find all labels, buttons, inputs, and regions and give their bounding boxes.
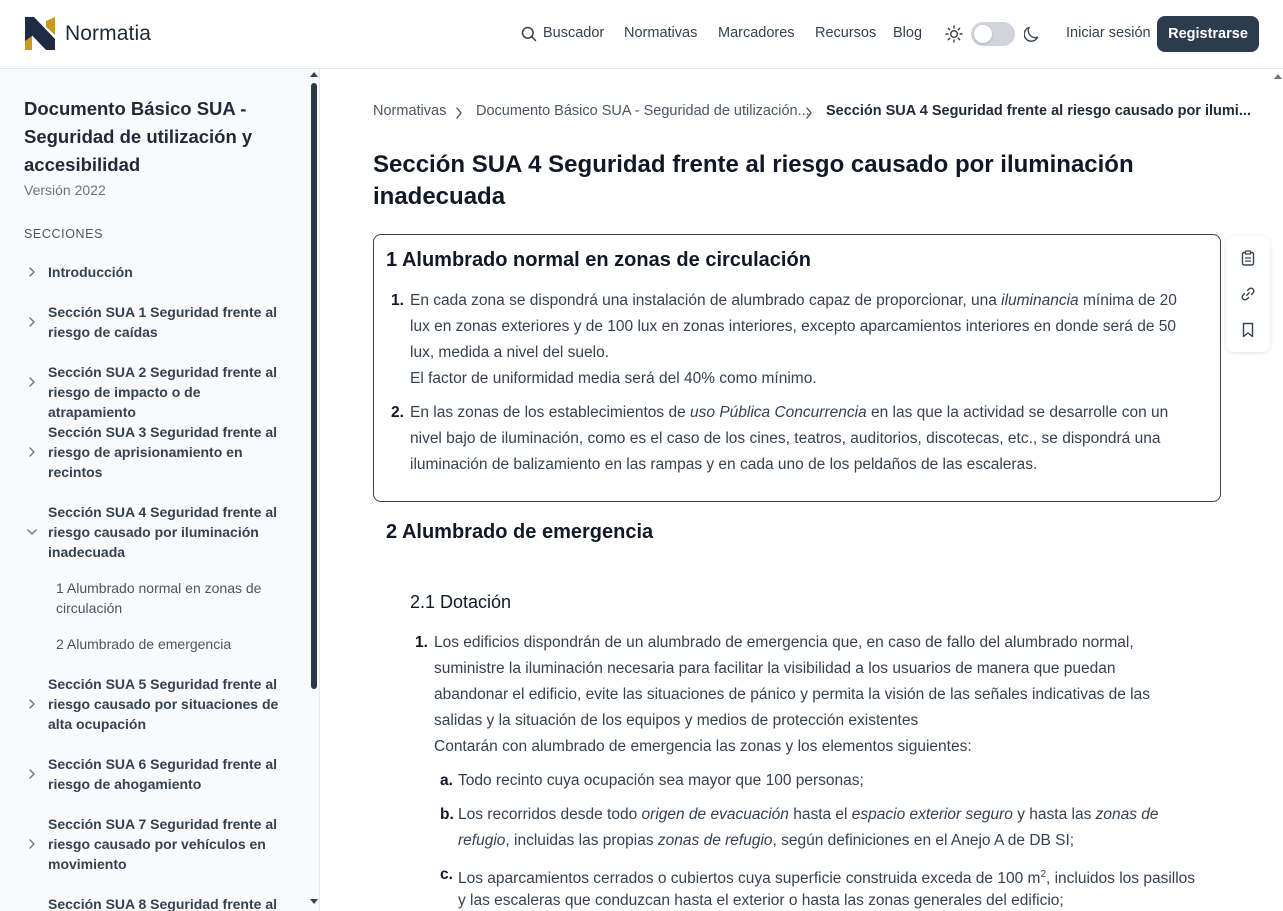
paragraph-line: salidas y la situación de los equipos y medios de protección existentes xyxy=(434,712,919,729)
text-span: hasta el xyxy=(788,806,852,823)
text-span: mínima de 20 xyxy=(1078,292,1177,309)
moon-icon xyxy=(1024,25,1041,43)
sidebar-scrollbar[interactable] xyxy=(311,83,317,689)
register-button[interactable]: Registrarse xyxy=(1157,16,1259,52)
chevron-right-icon[interactable] xyxy=(26,838,38,850)
text-span: Los recorridos desde todo xyxy=(458,806,642,823)
paragraph-line: lux, medida a nivel del suelo. xyxy=(410,344,610,361)
paragraph-line: nivel bajo de iluminación, como es el caso de los cines, teatros, auditorios, discotecas, etc., se dispondrá una xyxy=(410,430,1161,447)
defined-term[interactable]: espacio exterior seguro xyxy=(851,806,1013,823)
login-link[interactable]: Iniciar sesión xyxy=(1066,25,1151,41)
chevron-right-icon[interactable] xyxy=(26,768,38,780)
list-number: 1. xyxy=(391,292,404,309)
sections-label: SECCIONES xyxy=(24,227,104,241)
nav-recursos[interactable]: Recursos xyxy=(815,25,877,41)
sidebar-item-sua1[interactable]: Sección SUA 1 Seguridad frente al riesgo de caídas xyxy=(48,304,277,340)
chevron-right-icon xyxy=(805,107,813,119)
paragraph-line: iluminación de balizamiento en las rampas y en cada uno de los peldaños de las escaleras. xyxy=(410,456,1038,473)
page-title: Sección SUA 4 Seguridad frente al riesgo causado por iluminación inadecuada xyxy=(373,151,1134,210)
defined-term[interactable]: uso Pública Concurrencia xyxy=(690,404,867,421)
sidebar-item-sua6[interactable]: Sección SUA 6 Seguridad frente al riesgo de ahogamiento xyxy=(48,756,277,792)
text-span: , incluidos los pasillos xyxy=(1046,870,1196,888)
section-heading-1: 1 Alumbrado normal en zonas de circulación xyxy=(386,249,811,271)
breadcrumb-documento[interactable]: Documento Básico SUA - Seguridad de utilización... xyxy=(476,103,810,119)
text-span: Los aparcamientos cerrados o cubiertos cuya superficie construida exceda de 100 m xyxy=(458,870,1041,888)
bookmark-icon[interactable] xyxy=(1240,322,1256,338)
text-span: , según definiciones en el Anejo A de DB SI; xyxy=(772,832,1075,849)
list-letter: b. xyxy=(440,806,454,823)
theme-toggle[interactable] xyxy=(971,22,1015,46)
defined-term[interactable]: zonas de xyxy=(1095,806,1159,823)
toggle-knob xyxy=(974,25,992,43)
sun-icon xyxy=(945,25,963,43)
link-icon[interactable] xyxy=(1240,286,1256,302)
sidebar-item-introduccion[interactable]: Introducción xyxy=(48,264,133,280)
list-letter: a. xyxy=(440,772,453,789)
section-heading-2: 2 Alumbrado de emergencia xyxy=(386,521,654,543)
paragraph-line xyxy=(458,828,1228,854)
paragraph-line: suministre la iluminación necesaria para facilitar la visibilidad a los usuarios de manera que puedan xyxy=(434,660,1116,677)
nav-blog[interactable]: Blog xyxy=(893,25,923,41)
paragraph-line: y las escaleras que conduzcan hasta el exterior o hasta las zonas generales del edificio; xyxy=(458,892,1064,909)
paragraph-line: Los edificios dispondrán de un alumbrado de emergencia que, en caso de fallo del alumbrado normal, xyxy=(434,634,1134,651)
chevron-down-icon[interactable] xyxy=(26,526,38,538)
sidebar-item-sua2[interactable]: Sección SUA 2 Seguridad frente al riesgo de impacto o de atrapamiento xyxy=(48,364,277,420)
sidebar-scroll-up-arrow[interactable] xyxy=(310,72,318,77)
sidebar-scroll-down-arrow[interactable] xyxy=(310,899,318,904)
text-span: En las zonas de los establecimientos de xyxy=(410,404,691,421)
sidebar-item-sua7[interactable]: Sección SUA 7 Seguridad frente al riesgo causado por vehículos en movimiento xyxy=(48,816,277,872)
defined-term[interactable]: iluminancia xyxy=(1001,292,1079,309)
paragraph-line xyxy=(458,802,1228,828)
paragraph-line: abandonar el edificio, evite las situaciones de pánico y permita la visión de las señales indicativas de las xyxy=(434,686,1150,703)
document-title: Documento Básico SUA - Seguridad de utilización y accesibilidad xyxy=(24,98,253,175)
sidebar-subitem-alumbrado-emergencia[interactable]: 2 Alumbrado de emergencia xyxy=(56,636,232,652)
nav-marcadores[interactable]: Marcadores xyxy=(718,25,795,41)
superscript: 2 xyxy=(1040,869,1046,880)
sidebar-item-sua3[interactable]: Sección SUA 3 Seguridad frente al riesgo de aprisionamiento en recintos xyxy=(48,424,277,480)
text-span: En cada zona se dispondrá una instalación de alumbrado capaz de proporcionar, una xyxy=(410,292,1002,309)
normatia-logo-icon xyxy=(25,17,55,50)
text-span: , incluidas las propias xyxy=(505,832,658,849)
paragraph-line: Contarán con alumbrado de emergencia las zonas y los elementos siguientes: xyxy=(434,738,972,755)
defined-term[interactable]: refugio xyxy=(458,832,506,849)
list-number: 1. xyxy=(415,634,428,651)
main-content xyxy=(321,69,1283,911)
sidebar xyxy=(0,69,320,911)
list-number: 2. xyxy=(391,404,404,421)
paragraph-line: Todo recinto cuya ocupación sea mayor que 100 personas; xyxy=(458,772,864,789)
text-span: en las que la actividad se desarrolle con un xyxy=(866,404,1169,421)
breadcrumb-current: Sección SUA 4 Seguridad frente al riesgo causado por ilumi... xyxy=(826,103,1251,119)
text-span: y hasta las xyxy=(1012,806,1096,823)
logo-text: Normatia xyxy=(65,21,151,45)
sidebar-item-sua8[interactable]: Sección SUA 8 Seguridad frente al xyxy=(48,896,277,911)
chevron-right-icon[interactable] xyxy=(26,316,38,328)
clipboard-icon[interactable] xyxy=(1240,250,1256,266)
paragraph-line xyxy=(410,400,1210,426)
defined-term[interactable]: origen de evacuación xyxy=(641,806,789,823)
chevron-right-icon xyxy=(455,107,463,119)
logo[interactable] xyxy=(25,17,151,50)
paragraph-line: lux en zonas exteriores y de 100 lux en zonas interiores, excepto aparcamientos interiores en donde será de 50 xyxy=(410,318,1176,335)
nav-normativas[interactable]: Normativas xyxy=(624,25,698,41)
defined-term[interactable]: zonas de refugio xyxy=(657,832,773,849)
chevron-right-icon[interactable] xyxy=(26,446,38,458)
sidebar-subitem-alumbrado-normal[interactable]: 1 Alumbrado normal en zonas de circulación xyxy=(56,580,262,616)
sidebar-item-sua4[interactable]: Sección SUA 4 Seguridad frente al riesgo causado por iluminación inadecuada xyxy=(48,504,277,560)
document-version: Versión 2022 xyxy=(24,182,106,198)
nav-buscador[interactable]: Buscador xyxy=(543,25,605,41)
paragraph-line xyxy=(410,288,1210,314)
page-scroll-up-arrow[interactable] xyxy=(1274,74,1282,79)
list-letter: c. xyxy=(440,866,453,883)
search-icon[interactable] xyxy=(521,26,537,42)
sidebar-item-sua5[interactable]: Sección SUA 5 Seguridad frente al riesgo causado por situaciones de alta ocupación xyxy=(48,676,279,732)
chevron-right-icon[interactable] xyxy=(26,266,38,278)
chevron-right-icon[interactable] xyxy=(26,698,38,710)
subsection-heading: 2.1 Dotación xyxy=(410,592,512,612)
paragraph-line: El factor de uniformidad media será del 40% como mínimo. xyxy=(410,370,817,387)
breadcrumb-normativas[interactable]: Normativas xyxy=(373,103,447,119)
chevron-right-icon[interactable] xyxy=(26,376,38,388)
floating-toolbar xyxy=(1226,236,1270,352)
top-header xyxy=(0,0,1283,69)
